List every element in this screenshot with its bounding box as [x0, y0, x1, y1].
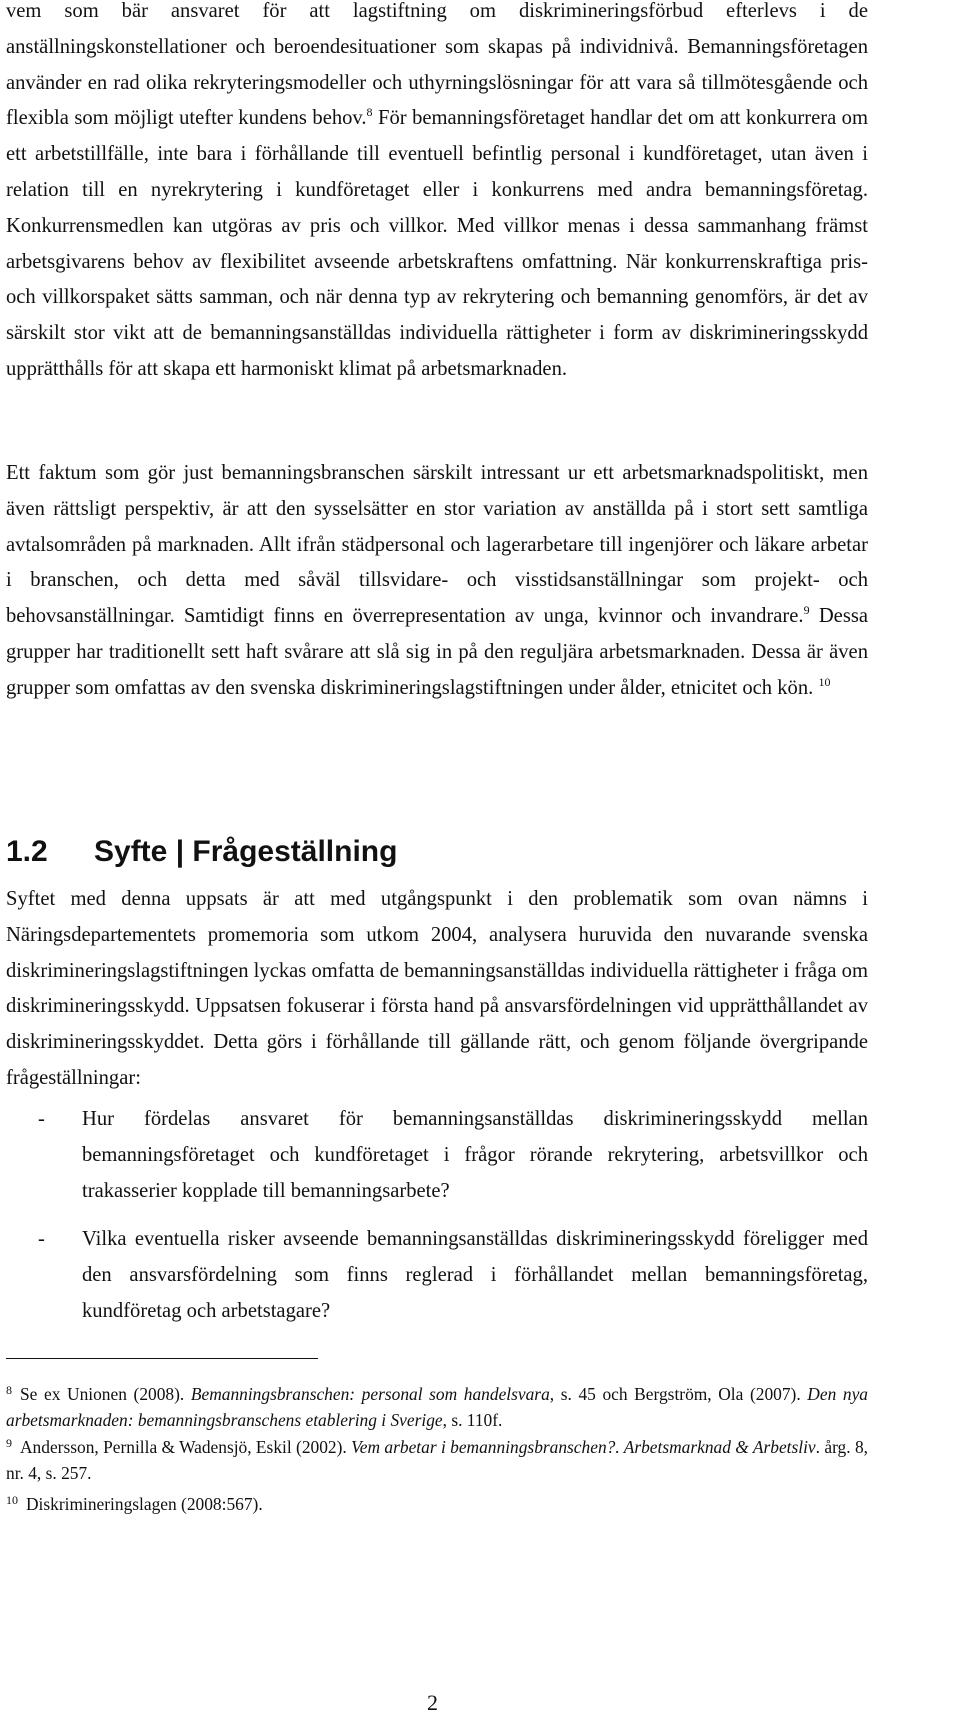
list-item — [6, 1222, 868, 1329]
body-paragraph-1 — [6, 0, 868, 388]
paragraph-text: Ett faktum som gör just bemanningsbranschen särskilt intressant ur ett arbetsmarknadspolitiskt, men även rättsligt perspektiv, är att den sysselsätter en stor variation av anställda på i stort sett samtliga avtalsområden på marknaden. Allt ifrån städpersonal och lagerarbetare till ingenjörer och läkare arbetar i branschen, och detta med såväl tillsvidare- och visstidsanställningar som projekt- och behovsanställningar. Samtidigt finns en överrepresentation av unga, kvinnor och invandrare. — [6, 462, 868, 628]
footnote-text: , s. 45 och Bergström, Ola (2007). — [549, 1384, 808, 1404]
footnote-ref-10[interactable]: 10 — [818, 674, 831, 689]
footnote-text: . årg. 8, nr. 4, s. 257. — [6, 1437, 868, 1483]
footnote-9 — [6, 1434, 868, 1486]
paragraph-text: Dessa grupper har traditionellt sett haft svårare att slå sig in på den reguljära arbetsmarknaden. Dessa är även grupper som omfattas av den svenska diskrimineringslagstiftningen under ålder, etnicitet och kön. — [6, 605, 868, 699]
paragraph-text: vem som bär ansvaret för att lagstiftning om diskrimineringsförbud efterlevs i de anställningskonstellationer och beroendesituationer som skapas på individnivå. Bemanningsföretagen använder en rad olika rekryteringsmodeller och uthyrningslösningar för att vara så tillmötesgående och flexibla som möjligt utefter kundens behov. — [6, 0, 868, 130]
section-heading — [6, 828, 397, 876]
purpose-paragraph: Syftet med denna uppsats är att med utgångspunkt i den problematik som ovan nämns i Näringsdepartementets promemoria som utkom 2004, analysera huruvida den nuvarande svenska diskrimineringslagstiftningen lyckas omfatta de bemanningsanställdas individuella rättigheter i fråga om diskrimineringsskydd. Uppsatsen fokuserar i första hand på ansvarsfördelningen vid upprätthållandet av diskrimineringsskyddet. Detta görs i förhållande till gällande rätt, och genom följande övergripande frågeställningar: — [6, 888, 868, 1089]
list-dash: - — [38, 1108, 45, 1130]
footnote-number: 8 — [6, 1383, 12, 1397]
footnote-ref-8[interactable]: 8 — [366, 105, 373, 120]
question-text: Vilka eventuella risker avseende bemanningsanställdas diskrimineringsskydd föreligger med den ansvarsfördelning som finns reglerad i förhållandet mellan bemanningsföretag, kundföretag och arbetstagare? — [82, 1228, 868, 1322]
page-number: 2 — [427, 1690, 438, 1715]
footnote-text: , s. 110f. — [442, 1410, 503, 1430]
question-list-item-2 — [6, 1222, 868, 1329]
footnote-ref-9[interactable]: 9 — [803, 603, 810, 618]
footnote-text: Se ex Unionen (2008). — [20, 1384, 191, 1404]
footnote-text: Andersson, Pernilla & Wadensjö, Eskil (2002). — [20, 1437, 352, 1457]
footnote-number: 10 — [6, 1493, 18, 1507]
footnote-title: Den nya arbetsmarknaden: bemanningsbranschens etablering i Sverige — [6, 1384, 868, 1430]
footnote-title: Vem arbetar i bemanningsbranschen?. Arbetsmarknad & Arbetsliv — [351, 1437, 816, 1457]
footnote-separator — [6, 1358, 318, 1359]
list-item — [6, 1102, 868, 1209]
paragraph-text: För bemanningsföretaget handlar det om att konkurrera om ett arbetstillfälle, inte bara i förhållande till eventuell befintlig personal i kundföretaget, utan även i relation till en nyrekrytering i kundföretaget eller i konkurrens med andra bemanningsföretag. Konkurrensmedlen kan utgöras av pris och villkor. Med villkor menas i dessa sammanhang främst arbetsgivarens behov av flexibilitet avseende arbetskraftens omfattning. När konkurrenskraftiga pris- och villkorspaket sätts samman, och när denna typ av rekrytering och bemanning genomförs, är det av särskilt stor vikt att de bemanningsanställdas individuella rättigheter i form av diskrimineringsskydd upprätthålls för att skapa ett harmoniskt klimat på arbetsmarknaden. — [6, 107, 868, 380]
body-paragraph-2 — [6, 456, 868, 707]
footnote-number: 9 — [6, 1436, 12, 1450]
list-dash: - — [38, 1228, 45, 1250]
section-title: Syfte | Frågeställning — [94, 835, 398, 868]
footnote-10 — [6, 1491, 868, 1517]
footnote-title: Bemanningsbranschen: personal som handelsvara — [190, 1384, 550, 1404]
question-text: Hur fördelas ansvaret för bemanningsanställdas diskrimineringsskydd mellan bemanningsföretaget och kundföretaget i frågor rörande rekrytering, arbetsvillkor och trakasserier kopplade till bemanningsarbete? — [82, 1108, 868, 1202]
footnote-text: Diskrimineringslagen (2008:567). — [26, 1494, 263, 1514]
section-number: 1.2 — [6, 835, 48, 868]
footnote-8 — [6, 1381, 868, 1433]
question-list-item-1 — [6, 1102, 868, 1209]
